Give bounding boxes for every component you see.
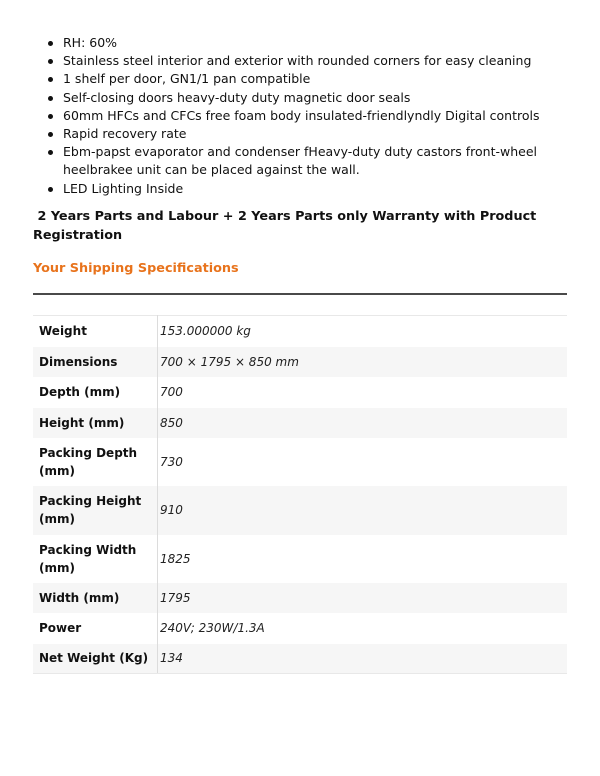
table-row (33, 316, 567, 347)
feature-text: 60mm HFCs and CFCs free foam body insulated-friendlyndly Digital controls (63, 107, 540, 123)
feature-text: Stainless steel interior and exterior with rounded corners for easy cleaning (63, 53, 532, 69)
list-item (33, 34, 573, 52)
feature-text: Rapid recovery rate (63, 126, 187, 142)
bullet-icon (48, 77, 53, 82)
spec-label: Net Weight (Kg) (33, 644, 158, 674)
spec-label: Weight (33, 316, 158, 347)
spec-value: 240V; 230W/1.3A (160, 621, 265, 635)
feature-text: RH: 60% (63, 35, 118, 50)
shipping-specs-table (33, 315, 567, 674)
table-row (33, 408, 567, 438)
bullet-icon (48, 187, 53, 192)
spec-label: Power (33, 613, 158, 644)
spec-label: Packing Depth (mm) (33, 438, 158, 486)
table-row (33, 613, 567, 644)
feature-list (33, 34, 573, 198)
table-row (33, 377, 567, 408)
spec-value: 850 (160, 415, 183, 430)
list-item (33, 125, 573, 143)
feature-text: 1 shelf per door, GN1/1 pan compatible (63, 71, 311, 87)
table-row (33, 535, 567, 583)
spec-value: 700 (160, 385, 183, 399)
spec-value: 730 (160, 454, 183, 469)
spec-label: Packing Width (mm) (33, 535, 158, 583)
section-divider (33, 293, 567, 295)
shipping-specs-heading: Your Shipping Specifications (33, 261, 239, 276)
spec-value: 134 (158, 644, 568, 674)
table-row (33, 347, 567, 377)
feature-text: Ebm-papst evaporator and condenser fHeavy-duty duty castors front-wheel heelbrakee unit can be placed against the wall. (63, 144, 537, 178)
feature-text: LED Lighting Inside (63, 180, 184, 196)
table-row (33, 644, 567, 674)
spec-label: Packing Height (mm) (33, 486, 158, 535)
spec-value: 910 (160, 503, 183, 517)
bullet-icon (48, 96, 53, 101)
spec-label: Dimensions (33, 347, 158, 377)
warranty-text: 2 Years Parts and Labour + 2 Years Parts only Warranty with Product Registration (33, 209, 541, 243)
bullet-icon (48, 59, 53, 64)
spec-value: 1825 (160, 551, 191, 566)
spec-label: Width (mm) (33, 583, 158, 613)
list-item (33, 107, 573, 125)
list-item (33, 180, 573, 198)
bullet-icon (48, 41, 53, 46)
list-item (33, 52, 573, 70)
feature-text: Self-closing doors heavy-duty duty magnetic door seals (63, 89, 411, 105)
list-item (33, 70, 573, 88)
spec-value: 700 × 1795 × 850 mm (160, 354, 299, 369)
bullet-icon (48, 150, 53, 155)
spec-value: 1795 (160, 590, 191, 605)
table-row (33, 486, 567, 535)
bullet-icon (48, 132, 53, 137)
list-item (33, 89, 573, 107)
table-row (33, 583, 567, 613)
bullet-icon (48, 114, 53, 119)
spec-value: 153.000000 kg (158, 316, 568, 347)
table-row (33, 438, 567, 486)
spec-label: Depth (mm) (33, 377, 158, 408)
spec-label: Height (mm) (33, 408, 158, 438)
list-item (33, 143, 573, 179)
